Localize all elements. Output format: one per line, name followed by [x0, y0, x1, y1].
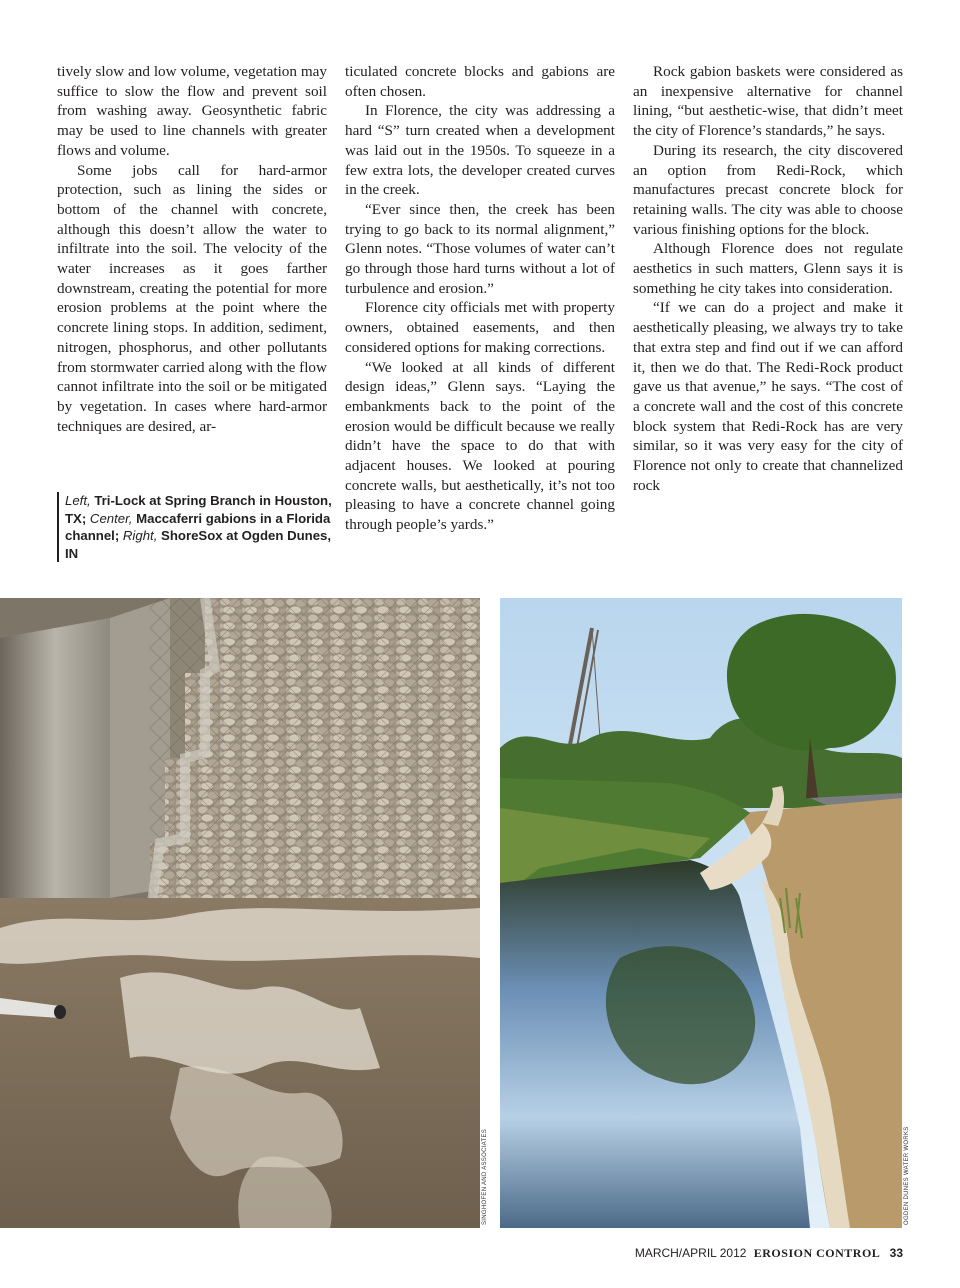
paragraph: ticulated concrete blocks and gabions are often chosen. — [345, 63, 615, 100]
article-column-1 — [57, 62, 327, 436]
caption-left-prefix: Left, — [65, 493, 91, 508]
photo-caption — [57, 492, 335, 562]
caption-center-prefix: Center, — [89, 510, 133, 526]
page-number: 33 — [889, 1246, 903, 1260]
paragraph: Florence city officials met with property owners, obtained easements, and then considered options for making corrections. — [345, 299, 615, 356]
caption-right-prefix: Right, — [122, 528, 158, 543]
paragraph: During its research, the city discovered an option from Redi-Rock, which manufactures precast concrete block for retaining walls. The city was able to choose various finishing options for the block. — [633, 141, 903, 238]
footer-magazine-title: EROSION CONTROL — [753, 1246, 881, 1260]
article-column-3 — [633, 62, 903, 495]
caption-right-text: ShoreSox at Ogden Dunes, IN — [65, 528, 332, 561]
gabion-photo-illustration — [0, 598, 480, 1228]
footer-issue: MARCH/APRIL 2012 — [634, 1246, 747, 1260]
photo-credit-right: OGDEN DUNES WATER WORKS — [904, 1126, 910, 1225]
paragraph: “We looked at all kinds of different design ideas,” Glenn says. “Laying the embankments back to the point of the erosion would be difficult because we really didn’t have the space to do that with adjacent houses. We looked at pouring concrete walls, but aesthetically, it’s not too pleasing to have a concrete channel going through people’s yards.” — [345, 358, 615, 534]
gabion-channel-photo — [0, 598, 480, 1228]
paragraph: tively slow and low volume, vegetation may suffice to slow the flow and prevent soil from washing away. Geosynthetic fabric may be used to line channels with greater flows and volume. — [57, 63, 327, 159]
caption-center-text: Maccaferri gabions in a Florida channel; — [65, 510, 331, 543]
shoresox-photo-illustration — [500, 598, 902, 1228]
paragraph: In Florence, the city was addressing a hard “S” turn created when a development was laid out in the 1950s. To squeeze in a few extra lots, the developer created curves in the creek. — [345, 102, 615, 199]
page-footer — [635, 1246, 903, 1261]
caption-left-text: Tri-Lock at Spring Branch in Houston, TX; — [65, 493, 332, 526]
paragraph: Rock gabion baskets were considered as an inexpensive alternative for channel lining, “but aesthetic-wise, that didn’t meet the city of Florence’s standards,” he says. — [633, 63, 903, 140]
shoresox-creek-photo — [500, 598, 902, 1228]
paragraph: Some jobs call for hard-armor protection, such as lining the sides or bottom of the channel with concrete, although this doesn’t allow the water to infiltrate into the soil. The velocity of the water increases as it goes farther downstream, creating the potential for more erosion problems at the point where the concrete lining stops. In addition, sediment, nitrogen, phosphorus, and other pollutants from stormwater carried along with the flow cannot infiltrate into the soil or be mitigated by vegetation. In cases where hard-armor techniques are desired, ar- — [57, 161, 327, 435]
article-column-2 — [345, 62, 615, 535]
paragraph: “If we can do a project and make it aesthetically pleasing, we always try to take that extra step and find out if we can afford it, then we do that. The Redi-Rock product gave us that avenue,” he says. “The cost of a concrete wall and the cost of this concrete block system that Redi-Rock has are very similar, so it was very easy for the city of Florence not only to create that channelized rock — [633, 299, 903, 494]
paragraph: “Ever since then, the creek has been trying to go back to its normal alignment,” Glenn notes. “Those volumes of water can’t go through those hard turns without a lot of turbulence and erosion.” — [345, 200, 615, 297]
photo-credit-left: SINGHOFEN AND ASSOCIATES — [482, 1128, 488, 1225]
paragraph: Although Florence does not regulate aesthetics in such matters, Glenn says it is something he city takes into consideration. — [633, 240, 903, 297]
